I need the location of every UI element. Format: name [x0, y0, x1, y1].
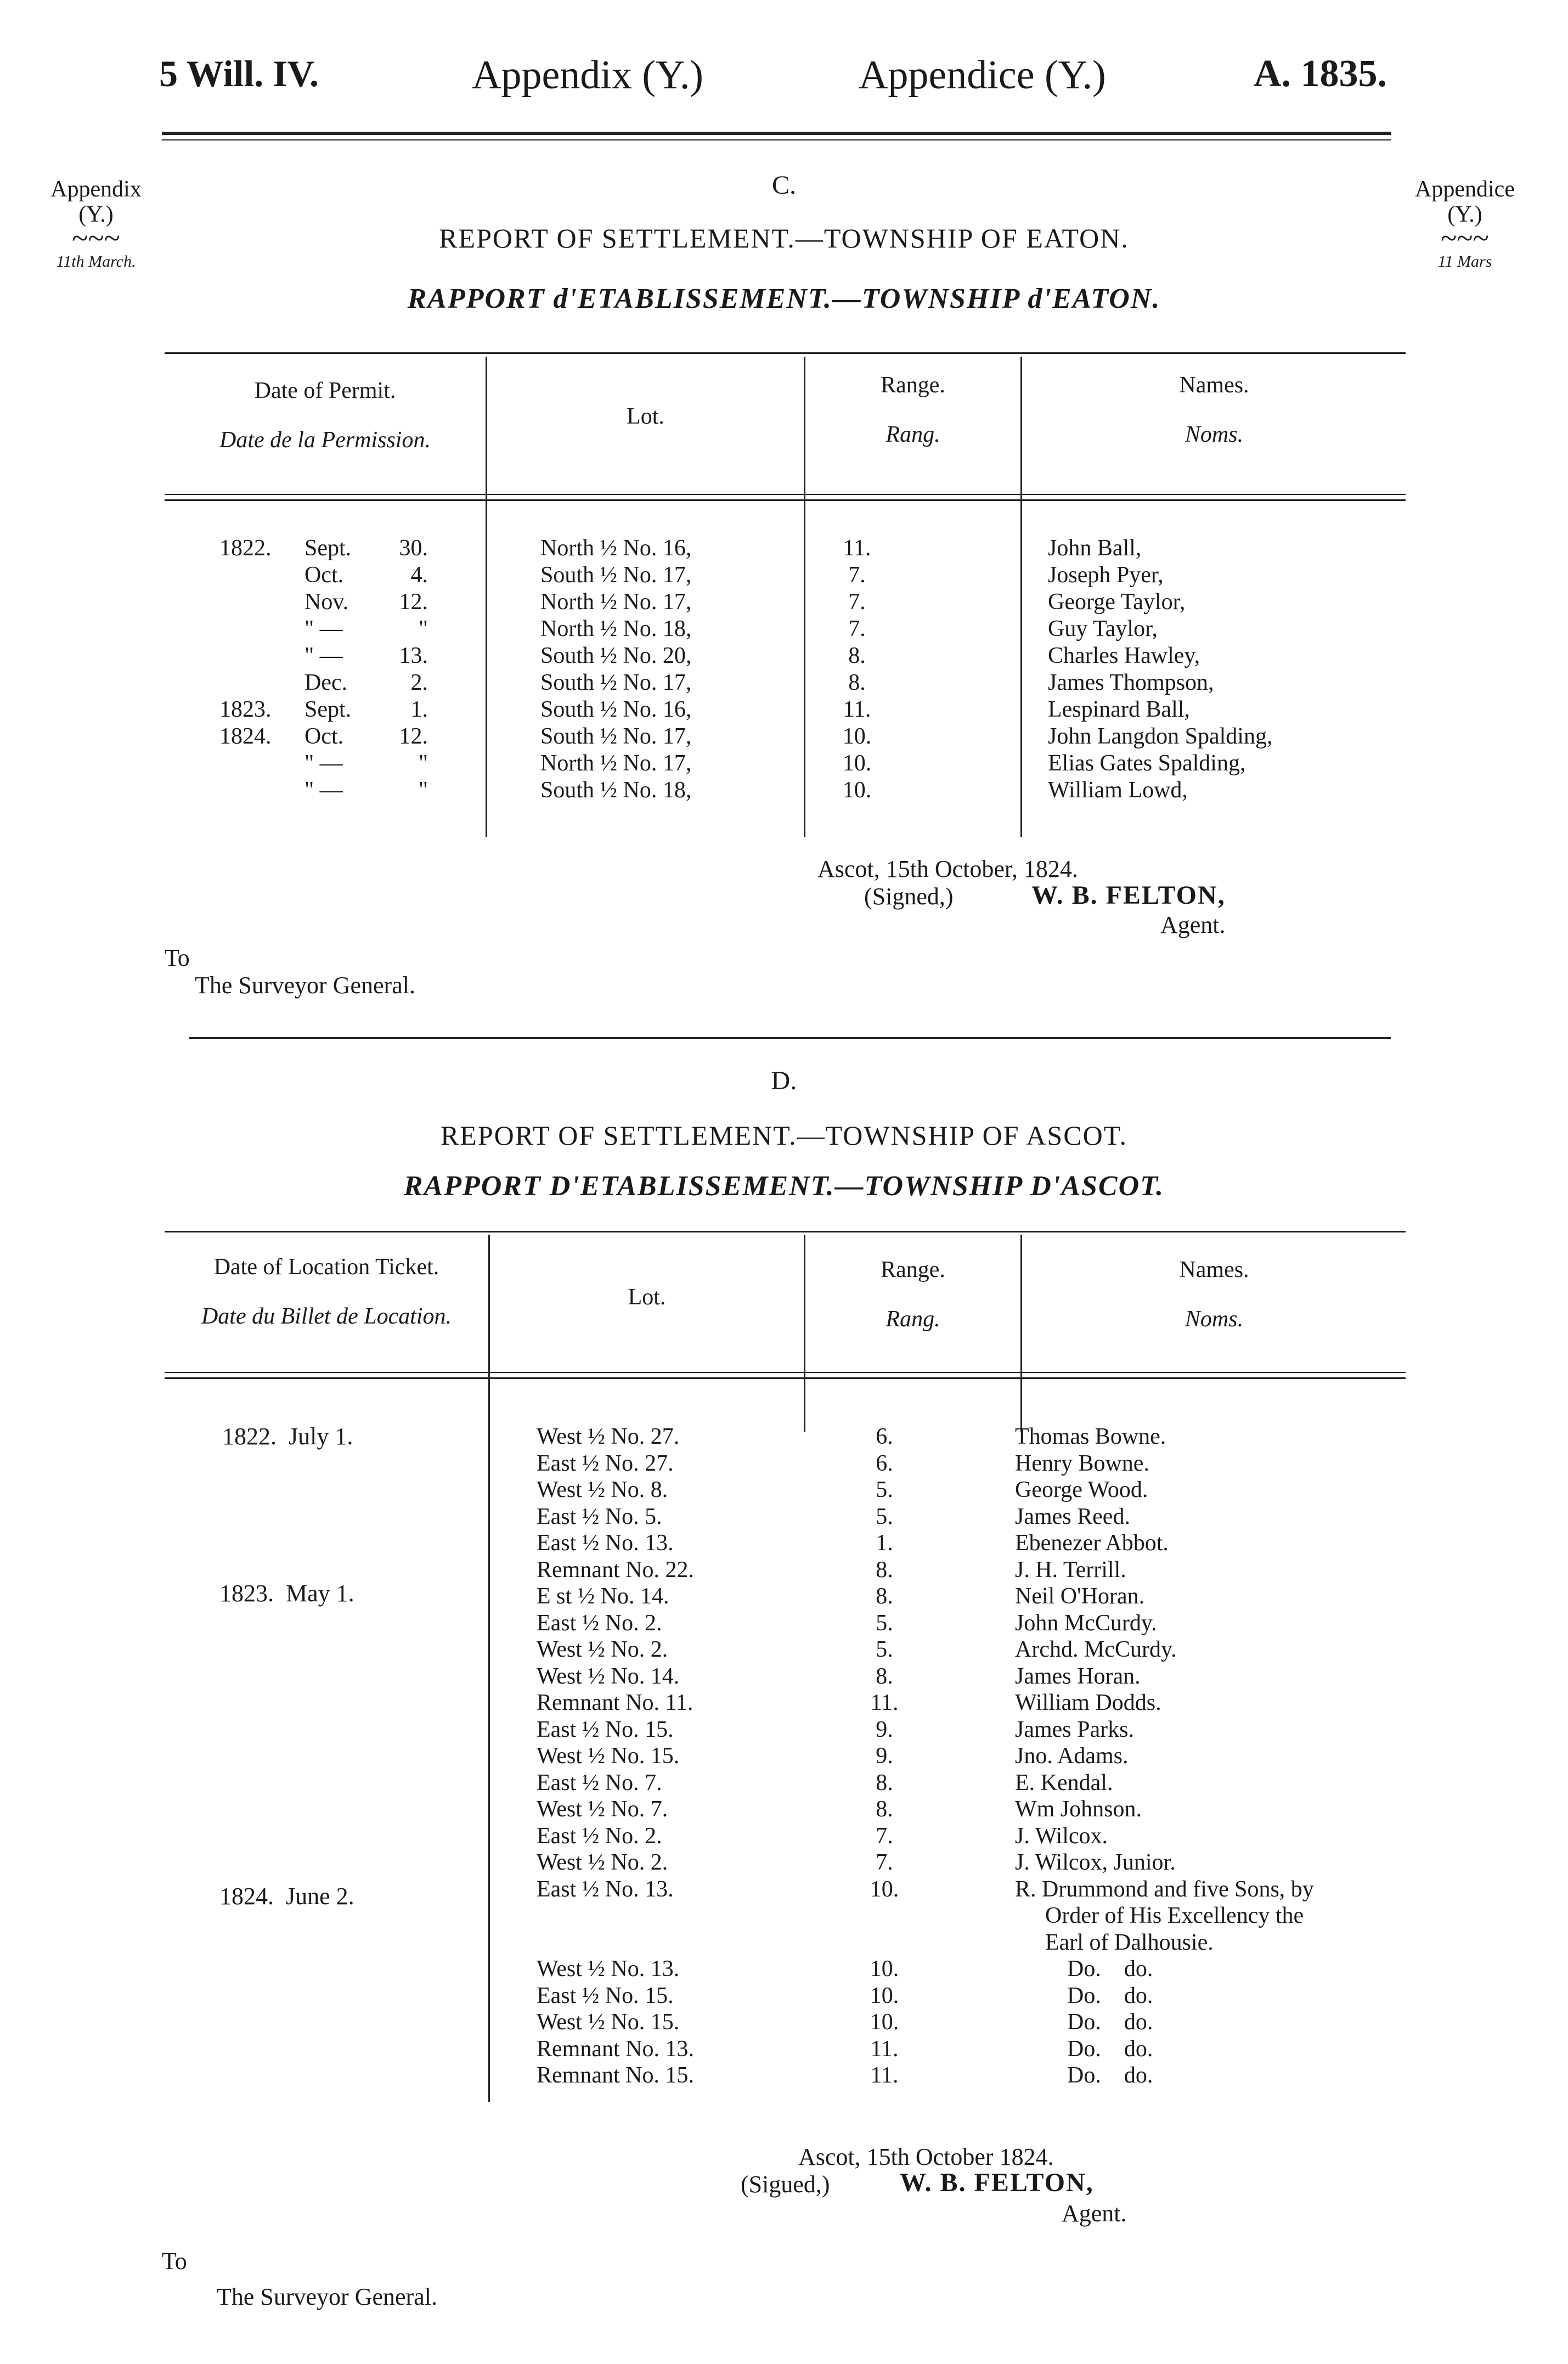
name-cell: William Dodds.: [1015, 1690, 1161, 1715]
margin-sub-right: (Y.): [1447, 202, 1482, 227]
lot-cell: E st ½ No. 14.: [537, 1584, 669, 1609]
name-cell: Neil O'Horan.: [1015, 1584, 1145, 1609]
ticket-date: 1824. June 2.: [219, 1883, 354, 1910]
table-c-top-rule: [165, 352, 1406, 354]
name-cell: James Horan.: [1015, 1663, 1141, 1689]
margin-sub-left: (Y.): [78, 202, 114, 227]
table-row: [0, 1983, 1568, 2010]
table-row: [0, 1743, 1568, 1770]
table-c-body: [0, 535, 1568, 831]
lot-cell: Remnant No. 11.: [537, 1690, 693, 1715]
permit-day: 4.: [410, 562, 428, 588]
lot-cell: East ½ No. 15.: [537, 1983, 674, 2008]
name-cell: Jno. Adams.: [1015, 1743, 1129, 1769]
name-cell: Do. do.: [1067, 2063, 1153, 2088]
header-rule-thick: [162, 132, 1391, 135]
header-rule-thin: [162, 139, 1391, 140]
table-row: [0, 723, 1568, 750]
lot-cell: North ½ No. 18,: [540, 616, 692, 641]
name-cell: Wm Johnson.: [1015, 1797, 1142, 1822]
name-cell: Do. do.: [1067, 2010, 1153, 2035]
permit-year: 1823.: [219, 697, 272, 722]
table-row: [0, 1796, 1568, 1823]
range-cell: 9.: [876, 1716, 893, 1742]
section-d-role: Agent.: [1062, 2200, 1127, 2227]
range-cell: 11.: [843, 536, 871, 561]
name-cell: James Thompson,: [1048, 670, 1214, 695]
section-d-title: REPORT OF SETTLEMENT.—TOWNSHIP OF ASCOT.: [440, 1120, 1128, 1151]
table-row: [0, 1716, 1568, 1743]
name-cell: George Taylor,: [1048, 589, 1186, 615]
section-d-addressee: The Surveyor General.: [217, 2283, 437, 2310]
ticket-date: 1822. July 1.: [222, 1423, 353, 1450]
name-cell: George Wood.: [1015, 1477, 1148, 1502]
range-cell: 7.: [848, 562, 866, 588]
lot-cell: North ½ No. 17,: [540, 751, 692, 776]
lot-cell: West ½ No. 15.: [537, 1743, 680, 1769]
name-cell: J. H. Terrill.: [1015, 1557, 1126, 1583]
lot-cell: West ½ No. 8.: [537, 1477, 668, 1502]
range-cell: 8.: [848, 670, 866, 695]
permit-month: " —: [304, 616, 349, 641]
range-cell: 5.: [876, 1504, 893, 1529]
table-row: [0, 562, 1568, 589]
table-d-header-names: [1022, 1257, 1406, 1332]
column-header-date-en: Date of Permit.: [254, 378, 396, 403]
name-cell: Do. do.: [1067, 1956, 1153, 1982]
column-header-names-en: Names.: [1179, 373, 1249, 398]
range-cell: 5.: [876, 1477, 893, 1502]
permit-day: 30.: [399, 536, 428, 561]
range-cell: 5.: [876, 1637, 893, 1662]
table-row: [0, 1956, 1568, 1983]
range-cell: 8.: [876, 1557, 893, 1583]
table-c-header-range: [805, 372, 1020, 448]
table-row: [0, 696, 1568, 723]
lot-cell: South ½ No. 17,: [540, 562, 692, 588]
range-cell: 10.: [870, 2010, 899, 2035]
section-d-letter: D.: [771, 1066, 797, 1095]
range-cell: 10.: [842, 778, 872, 803]
table-row: [0, 1557, 1568, 1584]
table-row: [0, 1477, 1568, 1504]
range-cell: 7.: [876, 1823, 893, 1849]
lot-cell: East ½ No. 15.: [537, 1716, 674, 1742]
table-row: [0, 1929, 1568, 1956]
permit-month: Dec.: [304, 670, 348, 695]
permit-day: ": [418, 616, 428, 641]
table-row: [0, 1423, 1568, 1450]
range-cell: 8.: [876, 1797, 893, 1822]
lot-cell: North ½ No. 16,: [540, 536, 692, 561]
range-cell: 7.: [876, 1850, 893, 1875]
section-d-title-fr: RAPPORT D'ETABLISSEMENT.—TOWNSHIP D'ASCOT.: [403, 1170, 1165, 1202]
table-d-header-range: [805, 1257, 1020, 1332]
table-row: [0, 777, 1568, 804]
permit-day: 12.: [399, 589, 428, 615]
lot-cell: South ½ No. 16,: [540, 697, 692, 722]
range-cell: 7.: [848, 589, 866, 615]
name-cell: J. Wilcox.: [1015, 1823, 1108, 1849]
range-cell: 1.: [876, 1530, 893, 1556]
lot-cell: East ½ No. 5.: [537, 1504, 662, 1529]
table-row: [0, 1690, 1568, 1716]
name-cell: Earl of Dalhousie.: [1045, 1929, 1214, 1955]
lot-cell: East ½ No. 27.: [537, 1450, 674, 1476]
range-cell: 8.: [876, 1663, 893, 1689]
permit-month: Sept.: [304, 697, 352, 722]
section-c-addressee: The Surveyor General.: [195, 972, 415, 999]
table-d-header-rule-2: [165, 1377, 1406, 1379]
permit-month: Oct.: [304, 562, 344, 588]
range-cell: 9.: [876, 1743, 893, 1769]
name-cell: Do. do.: [1067, 1983, 1153, 2008]
permit-month: " —: [304, 643, 343, 668]
table-d-header-date: [165, 1254, 488, 1330]
permit-day: 12.: [399, 724, 428, 749]
table-row: [0, 1530, 1568, 1557]
lot-cell: South ½ No. 17,: [540, 670, 692, 695]
section-c-title-fr: RAPPORT d'ETABLISSEMENT.—TOWNSHIP d'EATON.: [407, 283, 1161, 314]
name-cell: John Ball,: [1048, 536, 1142, 561]
table-row: [0, 1849, 1568, 1876]
lot-cell: East ½ No. 7.: [537, 1770, 662, 1795]
lot-cell: West ½ No. 2.: [537, 1850, 668, 1875]
name-cell: Archd. McCurdy.: [1015, 1637, 1177, 1662]
section-c-role: Agent.: [1160, 911, 1226, 938]
section-c-signed: (Signed,): [864, 883, 954, 910]
name-cell: Order of His Excellency the: [1045, 1903, 1304, 1928]
column-header-range-en: Range.: [881, 373, 945, 398]
table-d-body: [0, 1423, 1568, 2104]
permit-month: Oct.: [304, 724, 344, 749]
table-row: [0, 535, 1568, 562]
range-cell: 10.: [842, 724, 872, 749]
lot-cell: East ½ No. 13.: [537, 1530, 674, 1556]
name-cell: J. Wilcox, Junior.: [1015, 1850, 1176, 1875]
range-cell: 11.: [870, 2063, 899, 2088]
column-header-names-fr: Noms.: [1185, 422, 1244, 447]
section-c-signatory: W. B. FELTON,: [1031, 881, 1226, 910]
section-c-to: To: [165, 944, 190, 971]
name-cell: Do. do.: [1067, 2036, 1153, 2062]
margin-date-right: 11 Mars: [1437, 252, 1492, 271]
lot-cell: South ½ No. 20,: [540, 643, 692, 668]
name-cell: Thomas Bowne.: [1015, 1424, 1166, 1449]
name-cell: James Parks.: [1015, 1716, 1134, 1742]
name-cell: James Reed.: [1015, 1504, 1130, 1529]
lot-cell: East ½ No. 2.: [537, 1610, 662, 1636]
range-cell: 8.: [876, 1770, 893, 1795]
column-header-range-en: Range.: [881, 1257, 945, 1282]
name-cell: Charles Hawley,: [1048, 643, 1200, 668]
column-header-range-fr: Rang.: [885, 1307, 940, 1332]
name-cell: Joseph Pyer,: [1048, 562, 1164, 588]
column-header-date-fr: Date de la Permission.: [219, 427, 431, 453]
range-cell: 10.: [870, 1956, 899, 1982]
table-d-top-rule: [165, 1231, 1406, 1232]
table-row: [0, 669, 1568, 696]
table-c-header-rule-2: [165, 499, 1406, 501]
name-cell: Guy Taylor,: [1048, 616, 1158, 641]
table-c-header-date: [165, 378, 486, 453]
name-cell: Elias Gates Spalding,: [1048, 751, 1246, 776]
lot-cell: South ½ No. 18,: [540, 778, 692, 803]
section-c-place-date: Ascot, 15th October, 1824.: [817, 855, 1078, 882]
table-row: [0, 643, 1568, 669]
permit-month: Sept.: [304, 536, 352, 561]
range-cell: 10.: [842, 751, 872, 776]
name-cell: John Langdon Spalding,: [1048, 724, 1273, 749]
margin-date-left: 11th March.: [56, 252, 136, 271]
table-row: [0, 2036, 1568, 2063]
lot-cell: Remnant No. 13.: [537, 2036, 694, 2062]
table-row: [0, 1663, 1568, 1690]
permit-month: Nov.: [304, 589, 349, 615]
range-cell: 11.: [843, 697, 871, 722]
permit-day: 2.: [410, 670, 428, 695]
permit-day: ": [418, 778, 428, 803]
table-d-header-lot: Lot.: [628, 1285, 666, 1310]
name-cell: Lespinard Ball,: [1048, 697, 1190, 722]
lot-cell: West ½ No. 7.: [537, 1797, 668, 1822]
section-c-letter: C.: [771, 171, 796, 200]
name-cell: R. Drummond and five Sons, by: [1015, 1876, 1314, 1902]
lot-cell: Remnant No. 15.: [537, 2063, 694, 2088]
table-row: [0, 750, 1568, 777]
permit-day: 1.: [410, 697, 428, 722]
range-cell: 11.: [870, 1690, 899, 1715]
section-d-place-date: Ascot, 15th October 1824.: [798, 2143, 1054, 2170]
section-divider-rule: [189, 1037, 1391, 1039]
permit-year: 1822.: [219, 536, 272, 561]
permit-month: " —: [304, 751, 349, 776]
range-cell: 7.: [848, 616, 866, 641]
column-header-date-fr: Date du Billet de Location.: [201, 1304, 452, 1329]
range-cell: 8.: [848, 643, 866, 668]
permit-month: " —: [304, 778, 349, 803]
table-c-header-lot: Lot.: [627, 404, 664, 429]
lot-cell: West ½ No. 27.: [537, 1424, 680, 1449]
name-cell: Ebenezer Abbot.: [1015, 1530, 1169, 1556]
lot-cell: West ½ No. 13.: [537, 1956, 680, 1982]
range-cell: 11.: [870, 2036, 899, 2062]
column-header-range-fr: Rang.: [885, 422, 940, 447]
range-cell: 10.: [870, 1983, 899, 2008]
table-row: [0, 1770, 1568, 1797]
margin-label-left: Appendix: [50, 177, 142, 202]
section-d-signed: (Sigued,): [741, 2171, 830, 2198]
header-year: A. 1835.: [1254, 53, 1387, 95]
table-row: [0, 1636, 1568, 1663]
lot-cell: West ½ No. 14.: [537, 1663, 680, 1689]
table-row: [0, 589, 1568, 616]
table-c-header-names: [1022, 372, 1406, 448]
range-cell: 6.: [876, 1450, 893, 1476]
name-cell: E. Kendal.: [1015, 1770, 1113, 1795]
header-appendix-fr: Appendice (Y.): [859, 53, 1106, 98]
section-d-signatory: W. B. FELTON,: [900, 2168, 1094, 2197]
range-cell: 8.: [876, 1584, 893, 1609]
section-c-title: REPORT OF SETTLEMENT.—TOWNSHIP OF EATON.: [439, 223, 1129, 254]
table-row: [0, 1583, 1568, 1610]
table-row: [0, 2009, 1568, 2036]
margin-label-right: Appendice: [1415, 177, 1515, 202]
table-row: [0, 1504, 1568, 1530]
ornament-icon: ~~~: [1441, 222, 1489, 255]
permit-day: ": [418, 751, 428, 776]
table-row: [0, 616, 1568, 643]
range-cell: 10.: [870, 1876, 899, 1902]
ornament-icon: ~~~: [72, 222, 120, 255]
table-row: [0, 1450, 1568, 1477]
column-header-date-en: Date of Location Ticket.: [213, 1254, 439, 1280]
section-d-to: To: [162, 2248, 187, 2275]
lot-cell: West ½ No. 15.: [537, 2010, 680, 2035]
lot-cell: East ½ No. 13.: [537, 1876, 674, 1902]
lot-cell: North ½ No. 17,: [540, 589, 692, 615]
table-row: [0, 1876, 1568, 1903]
header-appendix-en: Appendix (Y.): [472, 53, 704, 98]
name-cell: John McCurdy.: [1015, 1610, 1157, 1636]
table-c-header-rule-1: [165, 494, 1406, 495]
permit-day: 13.: [399, 643, 428, 668]
header-volume: 5 Will. IV.: [159, 53, 319, 94]
column-header-names-en: Names.: [1179, 1257, 1249, 1282]
table-row: [0, 1610, 1568, 1637]
table-row: [0, 1903, 1568, 1929]
ticket-date: 1823. May 1.: [219, 1580, 354, 1607]
table-row: [0, 2062, 1568, 2089]
lot-cell: South ½ No. 17,: [540, 724, 692, 749]
table-row: [0, 1823, 1568, 1850]
lot-cell: Remnant No. 22.: [537, 1557, 694, 1583]
column-header-names-fr: Noms.: [1185, 1307, 1244, 1332]
name-cell: William Lowd,: [1048, 778, 1188, 803]
permit-year: 1824.: [219, 724, 272, 749]
table-d-header-rule-1: [165, 1372, 1406, 1373]
range-cell: 5.: [876, 1610, 893, 1636]
lot-cell: East ½ No. 2.: [537, 1823, 662, 1849]
name-cell: Henry Bowne.: [1015, 1450, 1149, 1476]
lot-cell: West ½ No. 2.: [537, 1637, 668, 1662]
range-cell: 6.: [876, 1424, 893, 1449]
